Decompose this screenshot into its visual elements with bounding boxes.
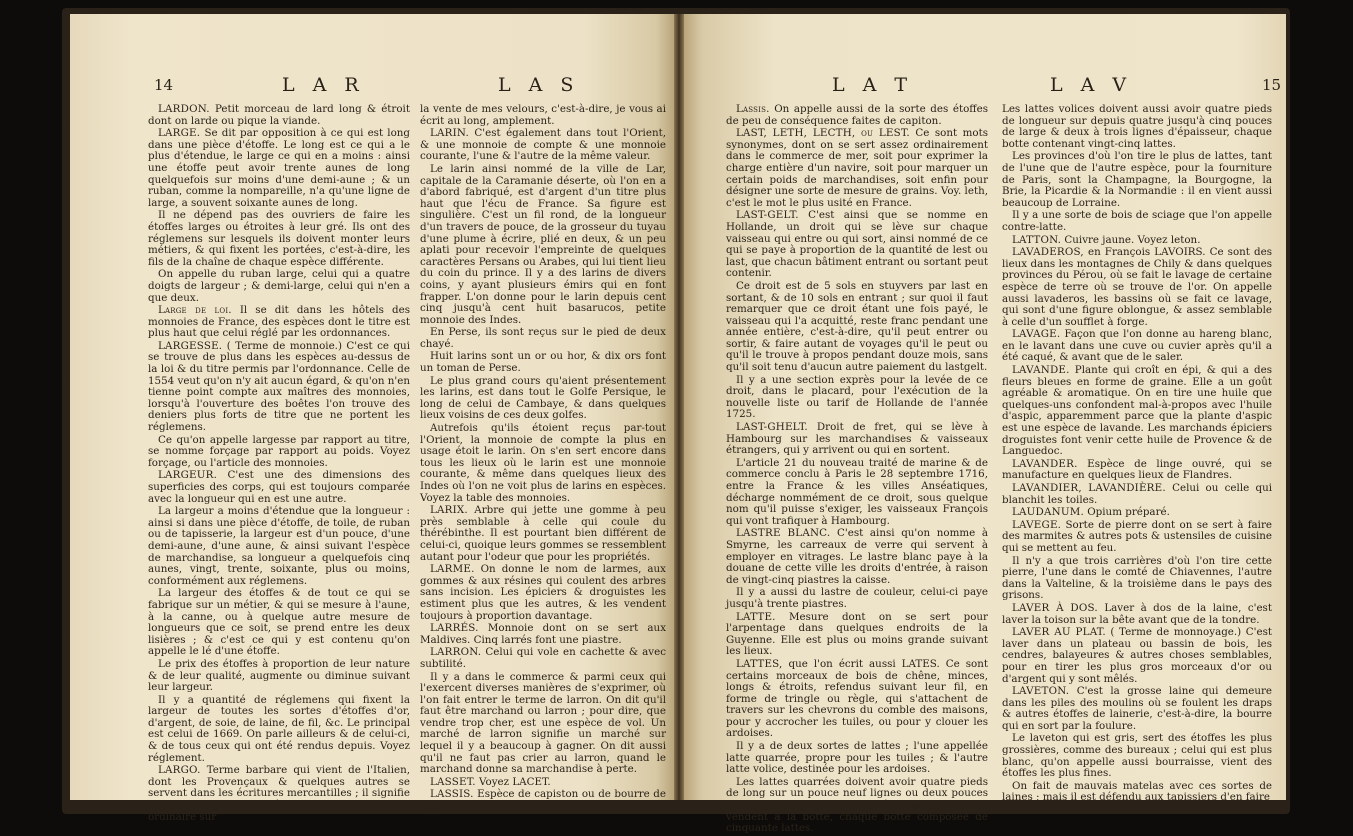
dictionary-entry [420, 777, 666, 789]
entry-text: Le prix des étoffes à proportion de leur nature & de leur qualité, augmente ou diminue suivant leur largeur. [148, 657, 410, 694]
entry-text: On appelle du ruban large, celui qui a quatre doigts de largeur ; & demi-large, celui qui n'en a que deux. [148, 268, 410, 304]
entry-headword: LAUDANUM. [1012, 506, 1084, 519]
dictionary-entry [1002, 459, 1272, 482]
text-column-2 [420, 104, 666, 814]
entry-headword: LARME. [430, 563, 475, 576]
entry-text: Laver à dos de la laine, c'est laver la toison sur la bête avant que de la tondre. [1002, 601, 1272, 626]
entry-text: Espèce de capiston ou de bourre de soie. [420, 788, 666, 813]
dictionary-entry [1002, 507, 1272, 519]
dictionary-entry [726, 777, 988, 835]
entry-headword: LARRON. [430, 646, 482, 659]
entry-text: Plante qui croît en épi, & qui a des fleurs bleues en forme de graine. Elle a un goût agréable & aromatique. On en tire une huile que quelques-uns confondent mal-à-propos avec l'huile d'aspic, apparemment parce que la plante d'aspic est une espèce de lavande. Les marchands épiciers droguistes font venir cette huile de Provence & de Languedoc. [1002, 364, 1273, 458]
entry-text: Voyez LACET. [479, 775, 551, 788]
dictionary-entry [1002, 235, 1272, 247]
entry-headword: LASSET. [430, 775, 476, 788]
entry-headword: LAVER AU PLAT. [1012, 626, 1106, 639]
dictionary-entry [726, 458, 988, 528]
dictionary-entry [148, 210, 410, 268]
entry-text: On donne le nom de larmes, aux gommes & aux résines qui coulent des arbres sans incision. Les épiciers & droguistes les estiment plus que les autres, & les vendent toujours à proportion davantage. [420, 563, 666, 622]
dictionary-entry [726, 104, 988, 127]
running-header-right [684, 74, 1286, 100]
dictionary-entry [726, 210, 988, 280]
entry-text: La largeur des étoffes & de tout ce qui se fabrique sur un métier, & qui se mesure à l'aune, à la canne, ou à quelque autre mesure de longueurs que ce soit, se prend entre les deux lisières ; & c'est ce qui y est contenu qu'on appelle le lé d'une étoffe. [148, 587, 410, 658]
right-page [684, 14, 1286, 835]
entry-headword: LAVANDER. [1012, 457, 1078, 470]
entry-text: C'est ainsi qu'on nomme à Smyrne, les carreaux de verre qui servent à employer en vitrages. Le lastre blanc paye à la douane de cette ville les droits d'entrée, à raison de vingt-cinq piastres la caisse. [726, 527, 988, 586]
entry-headword: LAVER À DOS. [1012, 601, 1098, 614]
dictionary-entry [148, 341, 410, 434]
entry-text: Mesure dont on se sert pour l'arpentage dans quelques endroits de la Guyenne. Elle est plus ou moins grande suivant les lieux. [726, 610, 988, 658]
book-gutter [674, 14, 684, 800]
dictionary-entry [1002, 151, 1272, 209]
entry-headword: LATTE. [736, 610, 776, 623]
guide-word: L A V [1050, 74, 1133, 96]
entry-headword: LASTRE BLANC. [736, 527, 831, 540]
guide-word: L A S [498, 74, 580, 96]
dictionary-entry [726, 422, 988, 457]
entry-text: Autrefois qu'ils étoient reçus par-tout l'Orient, la monnoie de compte la plus en usage étoit le larin. On s'en sert encore dans tous les lieux où le larin est une monnoie courante, & même dans quelques lieux des Indes où l'on ne voit plus de larins en espèces. Voyez la table des monnoies. [420, 422, 666, 504]
entry-text: Il y a de deux sortes de lattes ; l'une appellée latte quarrée, propre pour les tuiles ; & l'autre latte volice, destinée pour les ardoises. [726, 740, 988, 776]
dictionary-entry [420, 351, 666, 374]
entry-text: Opium préparé. [1087, 506, 1170, 519]
dictionary-entry [1002, 556, 1272, 602]
entry-headword: Large de loi. [158, 304, 232, 317]
dictionary-entry [1002, 210, 1272, 233]
entry-text: Sorte de pierre dont on se sert à faire des marmites & autres pots & ustensiles de cuisine qui se mettent au feu. [1002, 518, 1272, 554]
entry-text: Celui qui vole en cachette & avec subtilité. [420, 646, 666, 670]
entry-headword: LAST-GHELT. [736, 421, 808, 434]
dictionary-entry [726, 612, 988, 658]
dictionary-entry [420, 623, 666, 646]
dictionary-entry [1002, 686, 1272, 732]
entry-text: en François LAVOIRS. Ce sont des lieux dans les montagnes de Chily & dans quelques provinces du Pérou, où se fait le lavage de certaine espèce de terre où se trouve de l'or. On appelle aussi lavaderos, les bassins où se fait ce lavage, qui sont d'une figure oblongue, & assez semblable à celle d'un soufflet à forge. [1002, 246, 1273, 328]
text-column-1 [148, 104, 410, 824]
dictionary-entry [1002, 520, 1272, 555]
dictionary-entry [420, 128, 666, 163]
entry-text: Cuivre jaune. Voyez leton. [1064, 233, 1201, 246]
dictionary-entry [148, 104, 410, 127]
entry-text: que l'on écrit aussi LATES. Ce sont certains morceaux de bois de chêne, minces, longs & étroits, refendus suivant leur fil, en forme de tringle ou règle, qui s'attachent de travers sur les chevrons du comble des maisons, pour y accrocher les tuiles, ou pour y clouer les ardoises. [726, 657, 988, 740]
entry-text: ( Terme de monnoyage.) C'est laver dans un plateau ou bassin de bois, les cendres, balayeures & autres choses semblables, pour en tirer les plus gros morceaux d'or ou d'argent qui y sont mêlés. [1002, 626, 1272, 685]
page-number: 14 [154, 76, 174, 94]
entry-headword: LATTES, [736, 657, 783, 670]
dictionary-entry [420, 505, 666, 563]
entry-text: Il y a une section exprès pour la levée de ce droit, dans le placard, pour l'exécution de la nouvelle liste ou tarif de Hollande de l'année 1725. [726, 373, 988, 421]
entry-headword: LAVANDIER, LAVANDIÈRE. [1012, 482, 1166, 494]
entry-text: Il se dit dans les hôtels des monnoies de France, des espèces dont le titre est plus haut que celui réglé par les ordonnances. [148, 304, 410, 340]
entry-headword: LAST, LETH, LECTH, ou LEST. [736, 127, 910, 140]
page-number: 15 [1262, 76, 1282, 94]
dictionary-entry [420, 672, 666, 776]
entry-text: Le laveton qui est gris, sert des étoffes les plus grossières, comme des bureaux ; celui qui est plus blanc, qu'on appelle aussi bourraisse, vient des étoffes les plus fines. [1002, 732, 1272, 780]
dictionary-entry [148, 470, 410, 505]
entry-text: Les lattes quarrées doivent avoir quatre pieds de long sur un pouce neuf lignes ou deux pouces de large, & demi-pouce d'épaisseur. Elles se vendent à la botte, chaque botte composée de cinquante lattes. [726, 775, 988, 835]
dictionary-entry [1002, 329, 1272, 364]
dictionary-entry [1002, 627, 1272, 685]
dictionary-entry [148, 695, 410, 765]
guide-word: L A R [282, 74, 365, 96]
entry-headword: LAVANDE. [1012, 364, 1070, 377]
entry-headword: LAVETON. [1012, 685, 1070, 698]
entry-text: En Perse, ils sont reçus sur le pied de deux chayé. [420, 326, 666, 350]
dictionary-entry [726, 528, 988, 586]
entry-text: C'est également dans tout l'Orient, & une monnoie de compte & une monnoie courante, l'une & l'autre de la même valeur. [420, 127, 666, 163]
entry-text: Il y a une sorte de bois de sciage que l'on appelle contre-latte. [1002, 209, 1272, 233]
dictionary-entry [148, 305, 410, 340]
entry-text: ( Terme de monnoie.) C'est ce qui se trouve de plus dans les espèces au-dessus de la loi & du titre permis par l'ordonnance. Celle de 1554 veut qu'on n'y ait aucun égard, & qu'on n'en tienne point compte aux maîtres des monnoies, lorsqu'à l'ouverture des boêtes l'on trouve des deniers plus forts de titre que ne portent les réglemens. [148, 339, 410, 434]
dictionary-entry [420, 164, 666, 326]
dictionary-entry [148, 506, 410, 587]
dictionary-entry [420, 423, 666, 504]
dictionary-entry [148, 588, 410, 658]
dictionary-entry [420, 104, 666, 127]
entry-text: Les lattes volices doivent aussi avoir quatre pieds de longueur sur depuis quatre jusqu'à cinq pouces de large & deux à trois lignes d'épaisseur, chaque botte contenant vingt-cinq lattes. [1002, 103, 1272, 150]
entry-text: On fait de mauvais matelas avec ces sortes de laines ; mais il est défendu aux tapissiers d'en faire [1002, 779, 1272, 804]
entry-text: La largeur a moins d'étendue que la longueur : ainsi si dans une pièce d'étoffe, de toile, de ruban ou de tapisserie, la largeur est d'un pouce, d'une demi-aune, d'une aune, & ainsi suivant l'espèce de marchandise, sa longueur a quelquefois cinq aunes, vingt, trente, soixante, plus ou moins, conformément aux réglemens. [148, 505, 410, 587]
entry-text: Il y a aussi du lastre de couleur, celui-ci paye jusqu'à trente piastres. [726, 586, 988, 610]
entry-text: Il ne dépend pas des ouvriers de faire les étoffes larges ou étroites à leur gré. Ils ont des réglemens sur lesquels ils doivent monter leurs métiers, & qui fixent les portées, c'est-à-dire, les fils de la chaîne de chaque espèce différente. [148, 209, 410, 268]
entry-text: Le plus grand cours qu'aient présentement les larins, est dans tout le Golfe Persique, le long de celui de Cambaye, & dans quelques lieux voisins de ces deux golfes. [420, 374, 666, 422]
text-column-1 [726, 104, 988, 836]
entry-headword: LAVADEROS, [1012, 246, 1084, 259]
entry-text: Huit larins sont un or ou hor, & dix ors font un toman de Perse. [420, 350, 666, 375]
entry-text: Les provinces d'où l'on tire le plus de lattes, tant de l'une que de l'autre espèce, pour la fourniture de Paris, sont la Champagne, la Bourgogne, la Brie, la Picardie & la Normandie : il en vient aussi beaucoup de Lorraine. [1002, 150, 1272, 209]
guide-word: L A T [832, 74, 914, 96]
dictionary-entry [726, 128, 988, 209]
dictionary-entry [1002, 603, 1272, 626]
dictionary-entry [726, 281, 988, 374]
dictionary-entry [1002, 247, 1272, 328]
entry-text: Ce qu'on appelle largesse par rapport au titre, se nomme forçage par rapport au poids. Voyez forçage, ou l'article des monnoies. [148, 433, 410, 469]
dictionary-entry [148, 659, 410, 694]
entry-text: Celui ou celle qui blanchit les toiles. [1002, 482, 1272, 506]
entry-text: Terme barbare qui vient de l'Italien, dont les Provençaux & quelques autres se servent dans les écritures mercantilles ; il signifie amplement. Je vous ai écrit largo par le dernier ordinaire sur [148, 764, 410, 823]
entry-text: Petit morceau de lard long & étroit dont on larde ou pique la viande. [148, 103, 410, 127]
dictionary-entry [1002, 781, 1272, 804]
entry-headword: LARGESSE. [158, 339, 223, 352]
entry-text: Il y a quantité de réglemens qui fixent la largeur de toutes les sortes d'étoffes d'or, d'argent, de soie, de laine, de fil, &c. Le principal est celui de 1669. On parle ailleurs & de celui-ci, & de tous ceux qui ont été rendus depuis. Voyez réglement. [148, 693, 410, 764]
entry-text: C'est la grosse laine qui demeure dans les piles des moulins où se foulent les draps & autres étoffes de lainerie, c'est-à-dire, la bourre qui en sort par la foulure. [1002, 685, 1272, 732]
entry-text: Monnoie dont on se sert aux Maldives. Cinq larrés font une piastre. [420, 622, 666, 646]
entry-headword: LARGEUR. [158, 469, 218, 482]
dictionary-entry [726, 659, 988, 740]
entry-headword: LAVEGE. [1012, 518, 1062, 531]
dictionary-entry [1002, 365, 1272, 458]
entry-headword: LARIN. [430, 127, 469, 140]
entry-text: L'article 21 du nouveau traité de marine & de commerce conclu à Paris le 28 septembre 1716, entre la France & les villes Anséatiques, décharge nommément de ce droit, sous quelque nom qu'il puisse s'exiger, les vaisseaux François qui vont trafiquer à Hambourg. [726, 456, 988, 527]
dictionary-entry [420, 564, 666, 622]
entry-headword: LAVAGE. [1012, 328, 1061, 341]
entry-headword: LARGO. [158, 764, 201, 777]
entry-text: C'est ainsi que se nomme en Hollande, un droit qui se lève sur chaque vaisseau qui entre ou qui sort, ainsi nommé de ce qui se paye à proportion de la quantité de lest ou last, que chacun bâtiment entrant ou sortant peut contenir. [726, 209, 988, 280]
dictionary-entry [148, 128, 410, 209]
dictionary-entry [1002, 483, 1272, 506]
dictionary-entry [726, 375, 988, 421]
text-column-2 [1002, 104, 1272, 805]
entry-text: la vente de mes velours, c'est-à-dire, je vous ai écrit au long, amplement. [420, 103, 666, 127]
entry-headword: LASSIS. [430, 788, 474, 801]
dictionary-entry [420, 647, 666, 670]
entry-text: Le larin ainsi nommé de la ville de Lar, capitale de la Caramanie déserte, où l'on en a d'abord fabriqué, est d'argent d'un titre plus haut que l'écu de France. Sa figure est singulière. C'est un fil rond, de la longueur d'un travers de pouce, de la grosseur du tuyau d'une plume à écrire, plié en deux, & un peu aplati pour recevoir l'empreinte de quelques caractères Persans ou Arabes, qui lui tient lieu du coin du prince. Il y a des larins de divers coins, y ayant plusieurs émirs qui en font frapper. L'on donne pour le larin depuis cent cinq jusqu'à cent huit basarucos, petite monnoie des Indes. [420, 162, 666, 326]
left-page [70, 14, 674, 823]
entry-text: Il y a dans le commerce & parmi ceux qui l'exercent diverses manières de s'exprimer, où l'on fait entrer le terme de larron. On dit qu'il faut être marchand ou larron ; pour dire, que vendre trop cher, est une espèce de vol. Un marché de larron signifie un marché sur lequel il y a beaucoup à gagner. On dit aussi qu'il ne faut pas crier au larron, quand le marchand donne sa marchandise à perte. [420, 670, 666, 776]
dictionary-entry [726, 741, 988, 776]
dictionary-entry [1002, 104, 1272, 150]
entry-text: Ce droit est de 5 sols en stuyvers par last en sortant, & de 10 sols en entrant ; sur quoi il faut remarquer que ce droit étant une fois payé, le vaisseau qui l'a acquitté, reste franc pendant une année entière, c'est-à-dire, qu'il peut entrer ou sortir, & faire autant de voyages qu'il le peut ou qu'il le trouve à propos pendant douze mois, sans qu'il soit tenu d'aucun autre paiement du lastgelt. [726, 279, 988, 374]
entry-text: Espèce de linge ouvré, qui se manufacture en quelques lieux de Flandres. [1002, 457, 1272, 482]
running-header-left [70, 74, 674, 100]
dictionary-entry [726, 587, 988, 610]
entry-text: Façon que l'on donne au hareng blanc, en le lavant dans une cuve ou cuvier après qu'il a été caqué, & avant que de le saler. [1002, 328, 1273, 364]
entry-text: Se dit par opposition à ce qui est long dans une pièce d'étoffe. Le long est ce qui a le plus d'étendue, le large ce qui en a moins : ainsi une étoffe peut avoir trente aunes de long quelquefois sur moins d'une demi-aune ; & un ruban, comme la nompareille, n'a qu'une ligne de large, a souvent soixante aunes de long. [148, 127, 410, 209]
dictionary-entry [148, 435, 410, 470]
entry-headword: LARDON. [158, 103, 210, 115]
dictionary-entry [420, 327, 666, 350]
entry-headword: Lassis. [736, 103, 770, 115]
entry-headword: LARIX. [430, 504, 468, 517]
entry-text: Ce sont mots synonymes, dont on se sert assez ordinairement dans le commerce de mer, soit pour exprimer la charge entière d'un navire, soit pour marquer un certain poids de marchandises, soit enfin pour désigner une sorte de mesure de grains. Voy. leth, c'est le mot le plus usité en France. [726, 127, 989, 209]
entry-text: Il n'y a que trois carrières d'où l'on tire cette pierre, l'une dans le comté de Chiavennes, l'autre dans la Valteline, & la troisième dans le pays des grisons. [1002, 554, 1272, 602]
dictionary-entry [148, 269, 410, 304]
entry-text: C'est une des dimensions des superficies des corps, qui est toujours comparée avec la longueur qui en est une autre. [148, 469, 410, 505]
dictionary-entry [420, 789, 666, 812]
dictionary-entry [1002, 733, 1272, 779]
entry-text: Droit de fret, qui se lève à Hambourg sur les marchandises & vaisseaux étrangers, qui y arrivent ou qui en sortent. [726, 421, 989, 457]
dictionary-entry [420, 376, 666, 422]
entry-text: On appelle aussi de la sorte des étoffes de peu de conséquence faites de capiton. [726, 103, 988, 127]
entry-headword: LARGE. [158, 127, 201, 140]
dictionary-entry [148, 765, 410, 823]
entry-text: Arbre qui jette une gomme à peu près semblable à celle qui coule du thérébinthe. Il est pourtant bien différent de celui-ci, quoique leurs gommes se ressemblent autant pour l'odeur que pour les propriétés. [420, 504, 666, 563]
entry-headword: LARRÉS. [430, 622, 479, 635]
entry-headword: LATTON. [1012, 233, 1062, 246]
entry-headword: LAST-GELT. [736, 209, 799, 222]
